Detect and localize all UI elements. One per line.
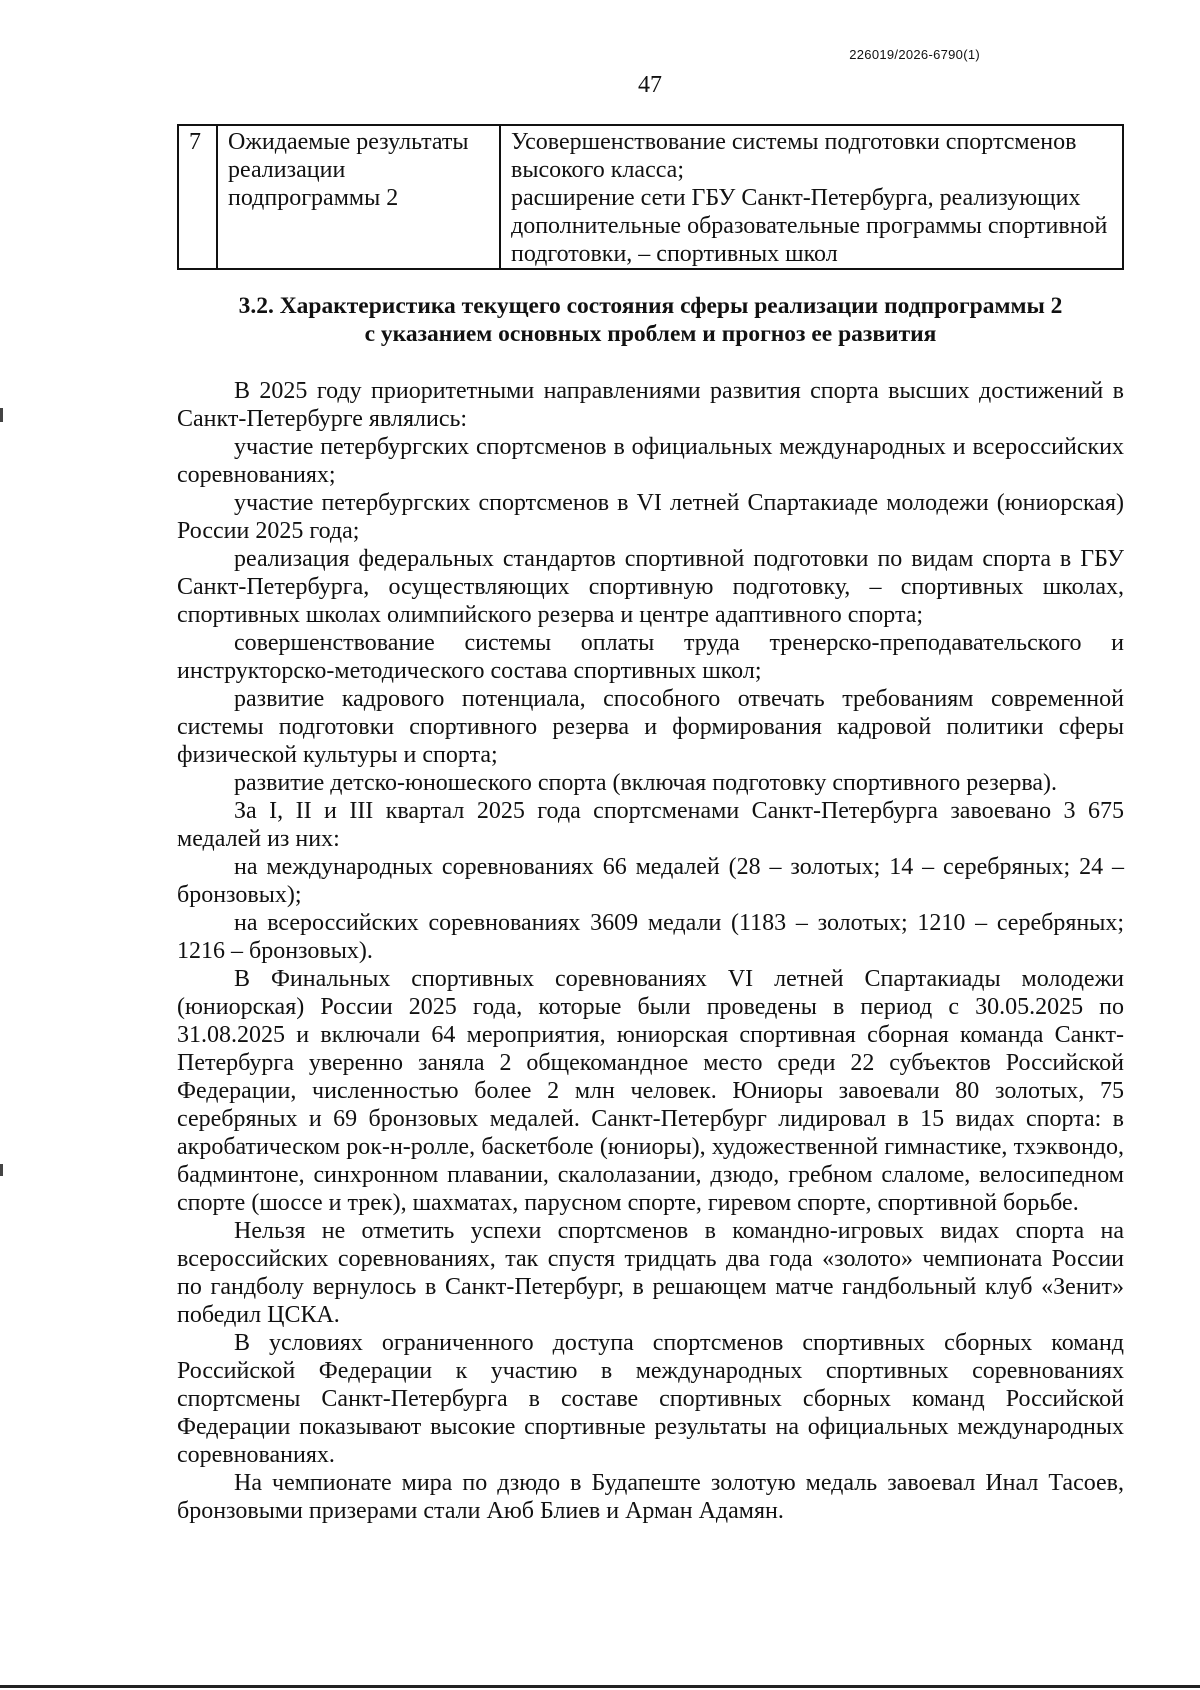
paragraph: За I, II и III квартал 2025 года спортсменами Санкт-Петербурга завоевано 3 675 медалей из них: — [177, 798, 1124, 852]
table-row — [178, 125, 1123, 269]
row-value-line: расширение сети ГБУ Санкт-Петербурга, реализующих дополнительные образовательные программы спортивной подготовки, – спортивных школ — [511, 185, 1108, 267]
row-value-line: Усовершенствование системы подготовки спортсменов высокого класса; — [511, 129, 1077, 183]
paragraph: В Финальных спортивных соревнованиях VI летней Спартакиады молодежи (юниорская) России 2025 года, которые были проведены в период с 30.05.2025 по 31.08.2025 и включали 64 мероприятия, юниорская спортивная сборная команда Санкт-Петербурга уверенно заняла 2 общекомандное место среди 22 субъектов Российской Федерации, численностью более 2 млн человек. Юниоры завоевали 80 золотых, 75 серебряных и 69 бронзовых медалей. Санкт-Петербург лидировал в 15 видах спорта: в акробатическом рок-н-ролле, баскетболе (юниоры), художественной гимнастике, тхэквондо, бадминтоне, синхронном плавании, скалолазании, дзюдо, гребном слаломе, велосипедном спорте (шоссе и трек), шахматах, парусном спорте, гиревом спорте, спортивной борьбе. — [177, 966, 1124, 1216]
scan-mark — [0, 1164, 3, 1176]
paragraph: на всероссийских соревнованиях 3609 медали (1183 – золотых; 1210 – серебряных; 1216 – бронзовых). — [177, 910, 1124, 964]
summary-table — [177, 124, 1124, 270]
paragraph: развитие детско-юношеского спорта (включая подготовку спортивного резерва). — [234, 770, 1058, 796]
paragraph: участие петербургских спортсменов в VI летней Спартакиаде молодежи (юниорская) России 2025 года; — [177, 490, 1124, 544]
section-title-line: 3.2. Характеристика текущего состояния сферы реализации подпрограммы 2 — [238, 293, 1063, 319]
paragraph: участие петербургских спортсменов в официальных международных и всероссийских соревнованиях; — [177, 434, 1124, 488]
paragraph: В 2025 году приоритетными направлениями развития спорта высших достижений в Санкт-Петербурге являлись: — [177, 378, 1124, 432]
paragraph: Нельзя не отметить успехи спортсменов в командно-игровых видах спорта на всероссийских соревнованиях, так спустя тридцать два года «золото» чемпионата России по гандболу вернулось в Санкт-Петербург, в решающем матче гандбольный клуб «Зенит» победил ЦСКА. — [177, 1218, 1124, 1328]
row-label: Ожидаемые результаты реализации подпрограммы 2 — [217, 125, 500, 269]
section-title — [177, 292, 1124, 348]
page-number: 47 — [638, 72, 662, 98]
paragraph: В условиях ограниченного доступа спортсменов спортивных сборных команд Российской Федерации к участию в международных спортивных соревнованиях спортсмены Санкт-Петербурга в составе спортивных сборных команд Российской Федерации показывают высокие спортивные результаты на официальных международных соревнованиях. — [177, 1330, 1124, 1468]
paragraph: совершенствование системы оплаты труда тренерско-преподавательского и инструкторско-методического состава спортивных школ; — [177, 630, 1124, 684]
paragraph: На чемпионате мира по дзюдо в Будапеште золотую медаль завоевал Инал Тасоев, бронзовыми призерами стали Аюб Блиев и Арман Адамян. — [177, 1470, 1124, 1524]
row-value — [500, 125, 1123, 269]
section-title-line: с указанием основных проблем и прогноз ее развития — [364, 321, 937, 347]
paragraph: реализация федеральных стандартов спортивной подготовки по видам спорта в ГБУ Санкт-Петербурга, осуществляющих спортивную подготовку, – спортивных школах, спортивных школах олимпийского резерва и центре адаптивного спорта; — [177, 546, 1124, 628]
scan-mark — [0, 408, 3, 422]
row-number: 7 — [178, 125, 217, 269]
scan-edge-line — [0, 1685, 1200, 1688]
paragraph: развитие кадрового потенциала, способного отвечать требованиям современной системы подготовки спортивного резерва и формирования кадровой политики сферы физической культуры и спорта; — [177, 686, 1124, 768]
document-id: 226019/2026-6790(1) — [849, 47, 980, 62]
paragraph: на международных соревнованиях 66 медалей (28 – золотых; 14 – серебряных; 24 – бронзовых); — [177, 854, 1124, 908]
body-text — [177, 377, 1124, 1525]
